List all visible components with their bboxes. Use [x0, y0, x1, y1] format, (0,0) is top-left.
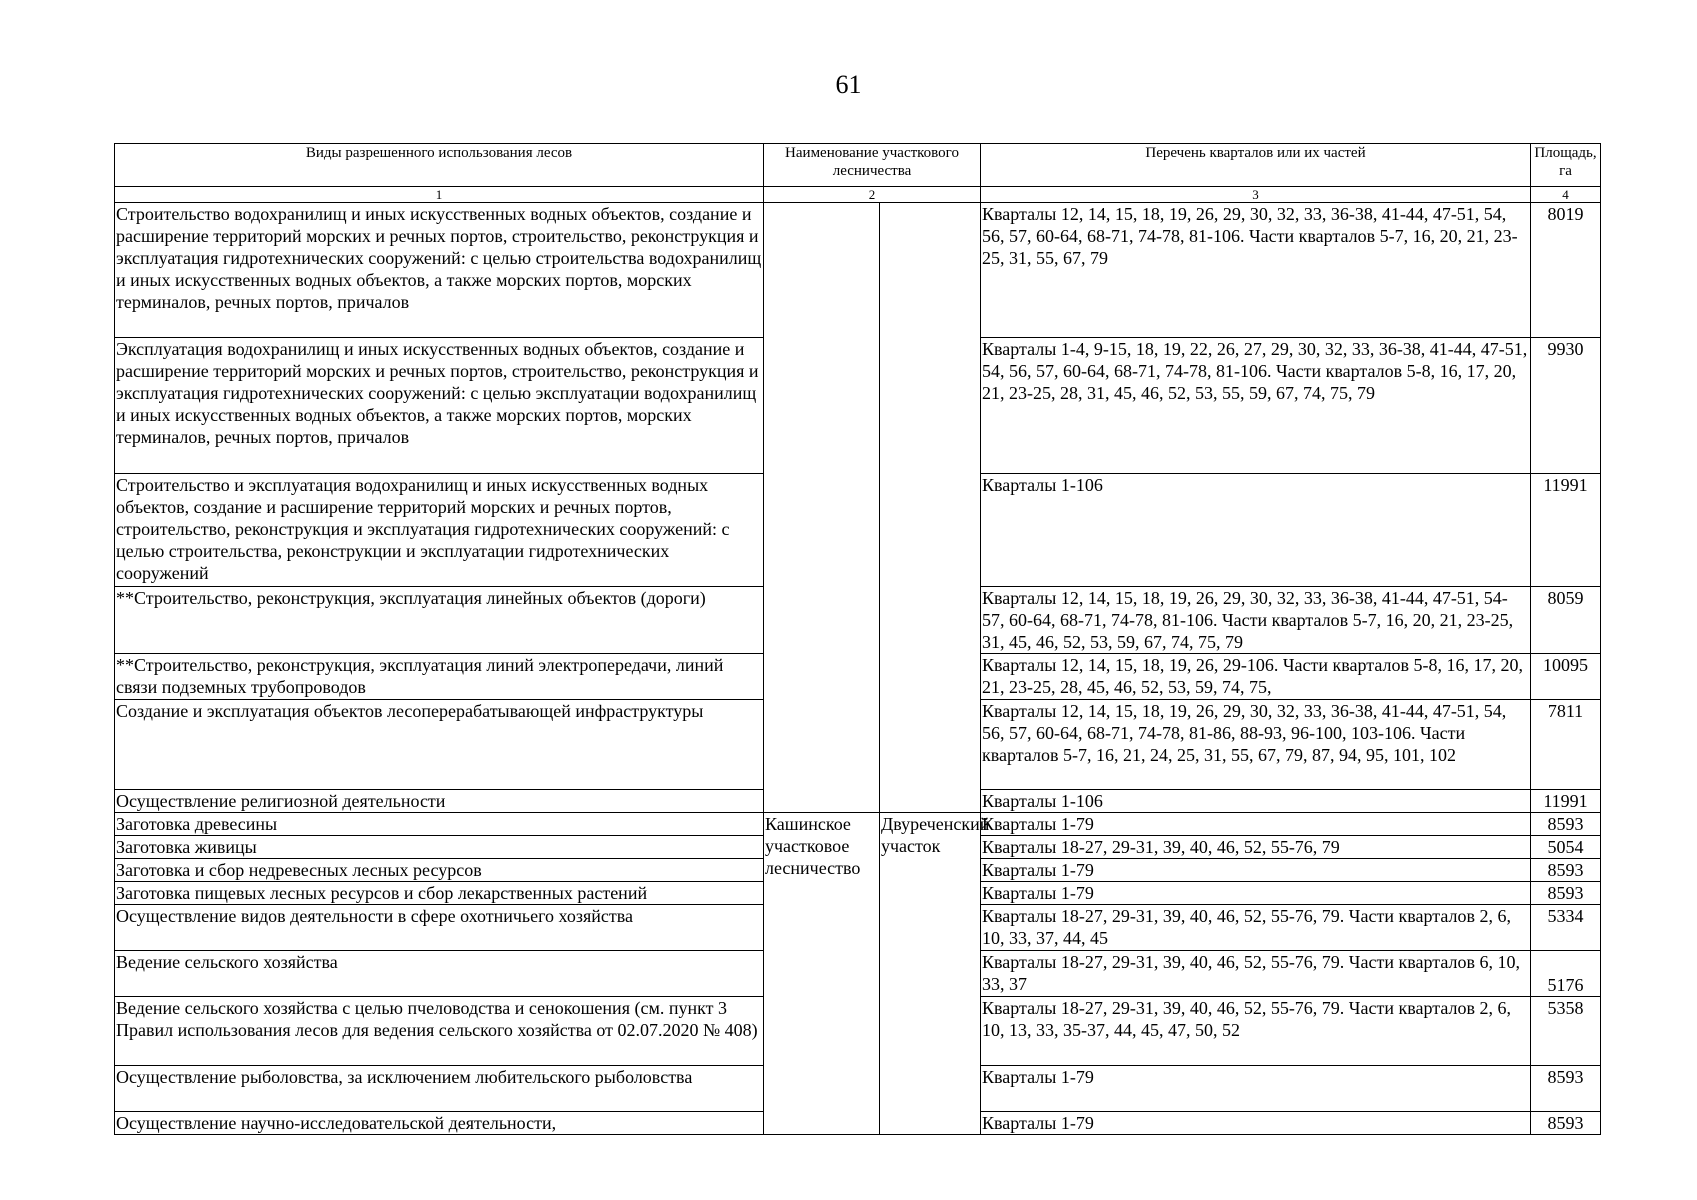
forestry-name-cell: Кашинское участковое лесничество: [764, 813, 880, 1135]
quarters-cell: Кварталы 1-79: [981, 882, 1531, 905]
column-number: 2: [764, 187, 981, 203]
use-type-cell: **Строительство, реконструкция, эксплуатация линейных объектов (дороги): [115, 587, 764, 654]
quarters-cell: Кварталы 18-27, 29-31, 39, 40, 46, 52, 55-76, 79. Части кварталов 6, 10, 33, 37: [981, 951, 1531, 997]
area-cell: 11991: [1531, 474, 1601, 587]
quarters-cell: Кварталы 1-79: [981, 1112, 1531, 1135]
area-cell: 8593: [1531, 813, 1601, 836]
area-cell: 7811: [1531, 700, 1601, 790]
use-type-cell: **Строительство, реконструкция, эксплуатация линий электропередачи, линий связи подземных трубопроводов: [115, 654, 764, 700]
area-cell: 11991: [1531, 790, 1601, 813]
area-cell: 5176: [1531, 951, 1601, 997]
quarters-cell: Кварталы 18-27, 29-31, 39, 40, 46, 52, 55-76, 79. Части кварталов 2, 6, 10, 13, 33, 35-37, 44, 45, 47, 50, 52: [981, 997, 1531, 1066]
quarters-cell: Кварталы 1-106: [981, 790, 1531, 813]
area-cell: 8593: [1531, 1112, 1601, 1135]
use-type-cell: Ведение сельского хозяйства с целью пчеловодства и сенокошения (см. пункт 3 Правил использования лесов для ведения сельского хозяйства от 02.07.2020 № 408): [115, 997, 764, 1066]
area-cell: 5054: [1531, 836, 1601, 859]
use-type-cell: Создание и эксплуатация объектов лесоперерабатывающей инфраструктуры: [115, 700, 764, 790]
column-number: 3: [981, 187, 1531, 203]
area-cell: 10095: [1531, 654, 1601, 700]
use-type-cell: Строительство и эксплуатация водохранилищ и иных искусственных водных объектов, создание и расширение территорий морских и речных портов, строительство, реконструкция и эксплуатация гидротехнических сооружений: с целью строительства, реконструкции и эксплуатации гидротехнических сооружений: [115, 474, 764, 587]
table-header-row: [115, 144, 1601, 187]
area-cell: 8593: [1531, 859, 1601, 882]
quarters-cell: Кварталы 12, 14, 15, 18, 19, 26, 29, 30, 32, 33, 36-38, 41-44, 47-51, 54-57, 60-64, 68-71, 74-78, 81-106. Части кварталов 5-7, 16, 20, 21, 23-25, 31, 45, 46, 52, 53, 59, 67, 74, 75, 79: [981, 587, 1531, 654]
use-type-cell: Заготовка древесины: [115, 813, 764, 836]
quarters-cell: Кварталы 12, 14, 15, 18, 19, 26, 29-106. Части кварталов 5-8, 16, 17, 20, 21, 23-25, 28, 45, 46, 52, 53, 59, 74, 75,: [981, 654, 1531, 700]
use-type-cell: Заготовка и сбор недревесных лесных ресурсов: [115, 859, 764, 882]
header-forestry: Наименование участкового лесничества: [764, 144, 981, 187]
table-row: [115, 813, 1601, 836]
column-number: 1: [115, 187, 764, 203]
header-quarters: Перечень кварталов или их частей: [981, 144, 1531, 187]
use-type-cell: Заготовка живицы: [115, 836, 764, 859]
section-name-cell: Двуреченский участок: [880, 813, 981, 1135]
area-cell: 8593: [1531, 1066, 1601, 1112]
use-type-cell: Осуществление научно-исследовательской деятельности,: [115, 1112, 764, 1135]
area-cell: 8059: [1531, 587, 1601, 654]
quarters-cell: Кварталы 1-4, 9-15, 18, 19, 22, 26, 27, 29, 30, 32, 33, 36-38, 41-44, 47-51, 54, 56, 57, 60-64, 68-71, 74-78, 81-106. Части кварталов 5-8, 16, 17, 20, 21, 23-25, 28, 31, 45, 46, 52, 53, 55, 59, 67, 74, 75, 79: [981, 338, 1531, 474]
use-type-cell: Осуществление видов деятельности в сфере охотничьего хозяйства: [115, 905, 764, 951]
quarters-cell: Кварталы 12, 14, 15, 18, 19, 26, 29, 30, 32, 33, 36-38, 41-44, 47-51, 54, 56, 57, 60-64, 68-71, 74-78, 81-86, 88-93, 96-100, 103-106. Части кварталов 5-7, 16, 21, 24, 25, 31, 55, 67, 79, 87, 94, 95, 101, 102: [981, 700, 1531, 790]
quarters-cell: Кварталы 1-79: [981, 859, 1531, 882]
use-type-cell: Строительство водохранилищ и иных искусственных водных объектов, создание и расширение территорий морских и речных портов, строительство, реконструкция и эксплуатация гидротехнических сооружений: с целью строительства водохранилищ и иных искусственных водных объектов, а также морских портов, морских терминалов, речных портов, причалов: [115, 203, 764, 338]
use-type-cell: Осуществление рыболовства, за исключением любительского рыболовства: [115, 1066, 764, 1112]
header-area: Площадь, га: [1531, 144, 1601, 187]
use-type-cell: Эксплуатация водохранилищ и иных искусственных водных объектов, создание и расширение территорий морских и речных портов, строительство, реконструкция и эксплуатация гидротехнических сооружений: с целью эксплуатации водохранилищ и иных искусственных водных объектов, а также морских портов, морских терминалов, речных портов, причалов: [115, 338, 764, 474]
use-type-cell: Осуществление религиозной деятельности: [115, 790, 764, 813]
quarters-cell: Кварталы 1-79: [981, 1066, 1531, 1112]
page-number: 61: [835, 70, 862, 99]
quarters-cell: Кварталы 18-27, 29-31, 39, 40, 46, 52, 55-76, 79: [981, 836, 1531, 859]
section-spacer-cell: [880, 203, 981, 813]
quarters-cell: Кварталы 1-106: [981, 474, 1531, 587]
use-type-cell: Ведение сельского хозяйства: [115, 951, 764, 997]
area-cell: 5334: [1531, 905, 1601, 951]
area-cell: 8019: [1531, 203, 1601, 338]
area-cell: 9930: [1531, 338, 1601, 474]
quarters-cell: Кварталы 12, 14, 15, 18, 19, 26, 29, 30, 32, 33, 36-38, 41-44, 47-51, 54, 56, 57, 60-64, 68-71, 74-78, 81-106. Части кварталов 5-7, 16, 20, 21, 23-25, 31, 55, 67, 79: [981, 203, 1531, 338]
table-row: [115, 203, 1601, 338]
area-cell: 5358: [1531, 997, 1601, 1066]
use-type-cell: Заготовка пищевых лесных ресурсов и сбор лекарственных растений: [115, 882, 764, 905]
area-cell: 8593: [1531, 882, 1601, 905]
forestry-spacer-cell: [764, 203, 880, 813]
column-number-row: [115, 187, 1601, 203]
header-use-type: Виды разрешенного использования лесов: [115, 144, 764, 187]
quarters-cell: Кварталы 18-27, 29-31, 39, 40, 46, 52, 55-76, 79. Части кварталов 2, 6, 10, 33, 37, 44, 45: [981, 905, 1531, 951]
column-number: 4: [1531, 187, 1601, 203]
quarters-cell: Кварталы 1-79: [981, 813, 1531, 836]
forest-use-table: [114, 143, 1601, 1135]
